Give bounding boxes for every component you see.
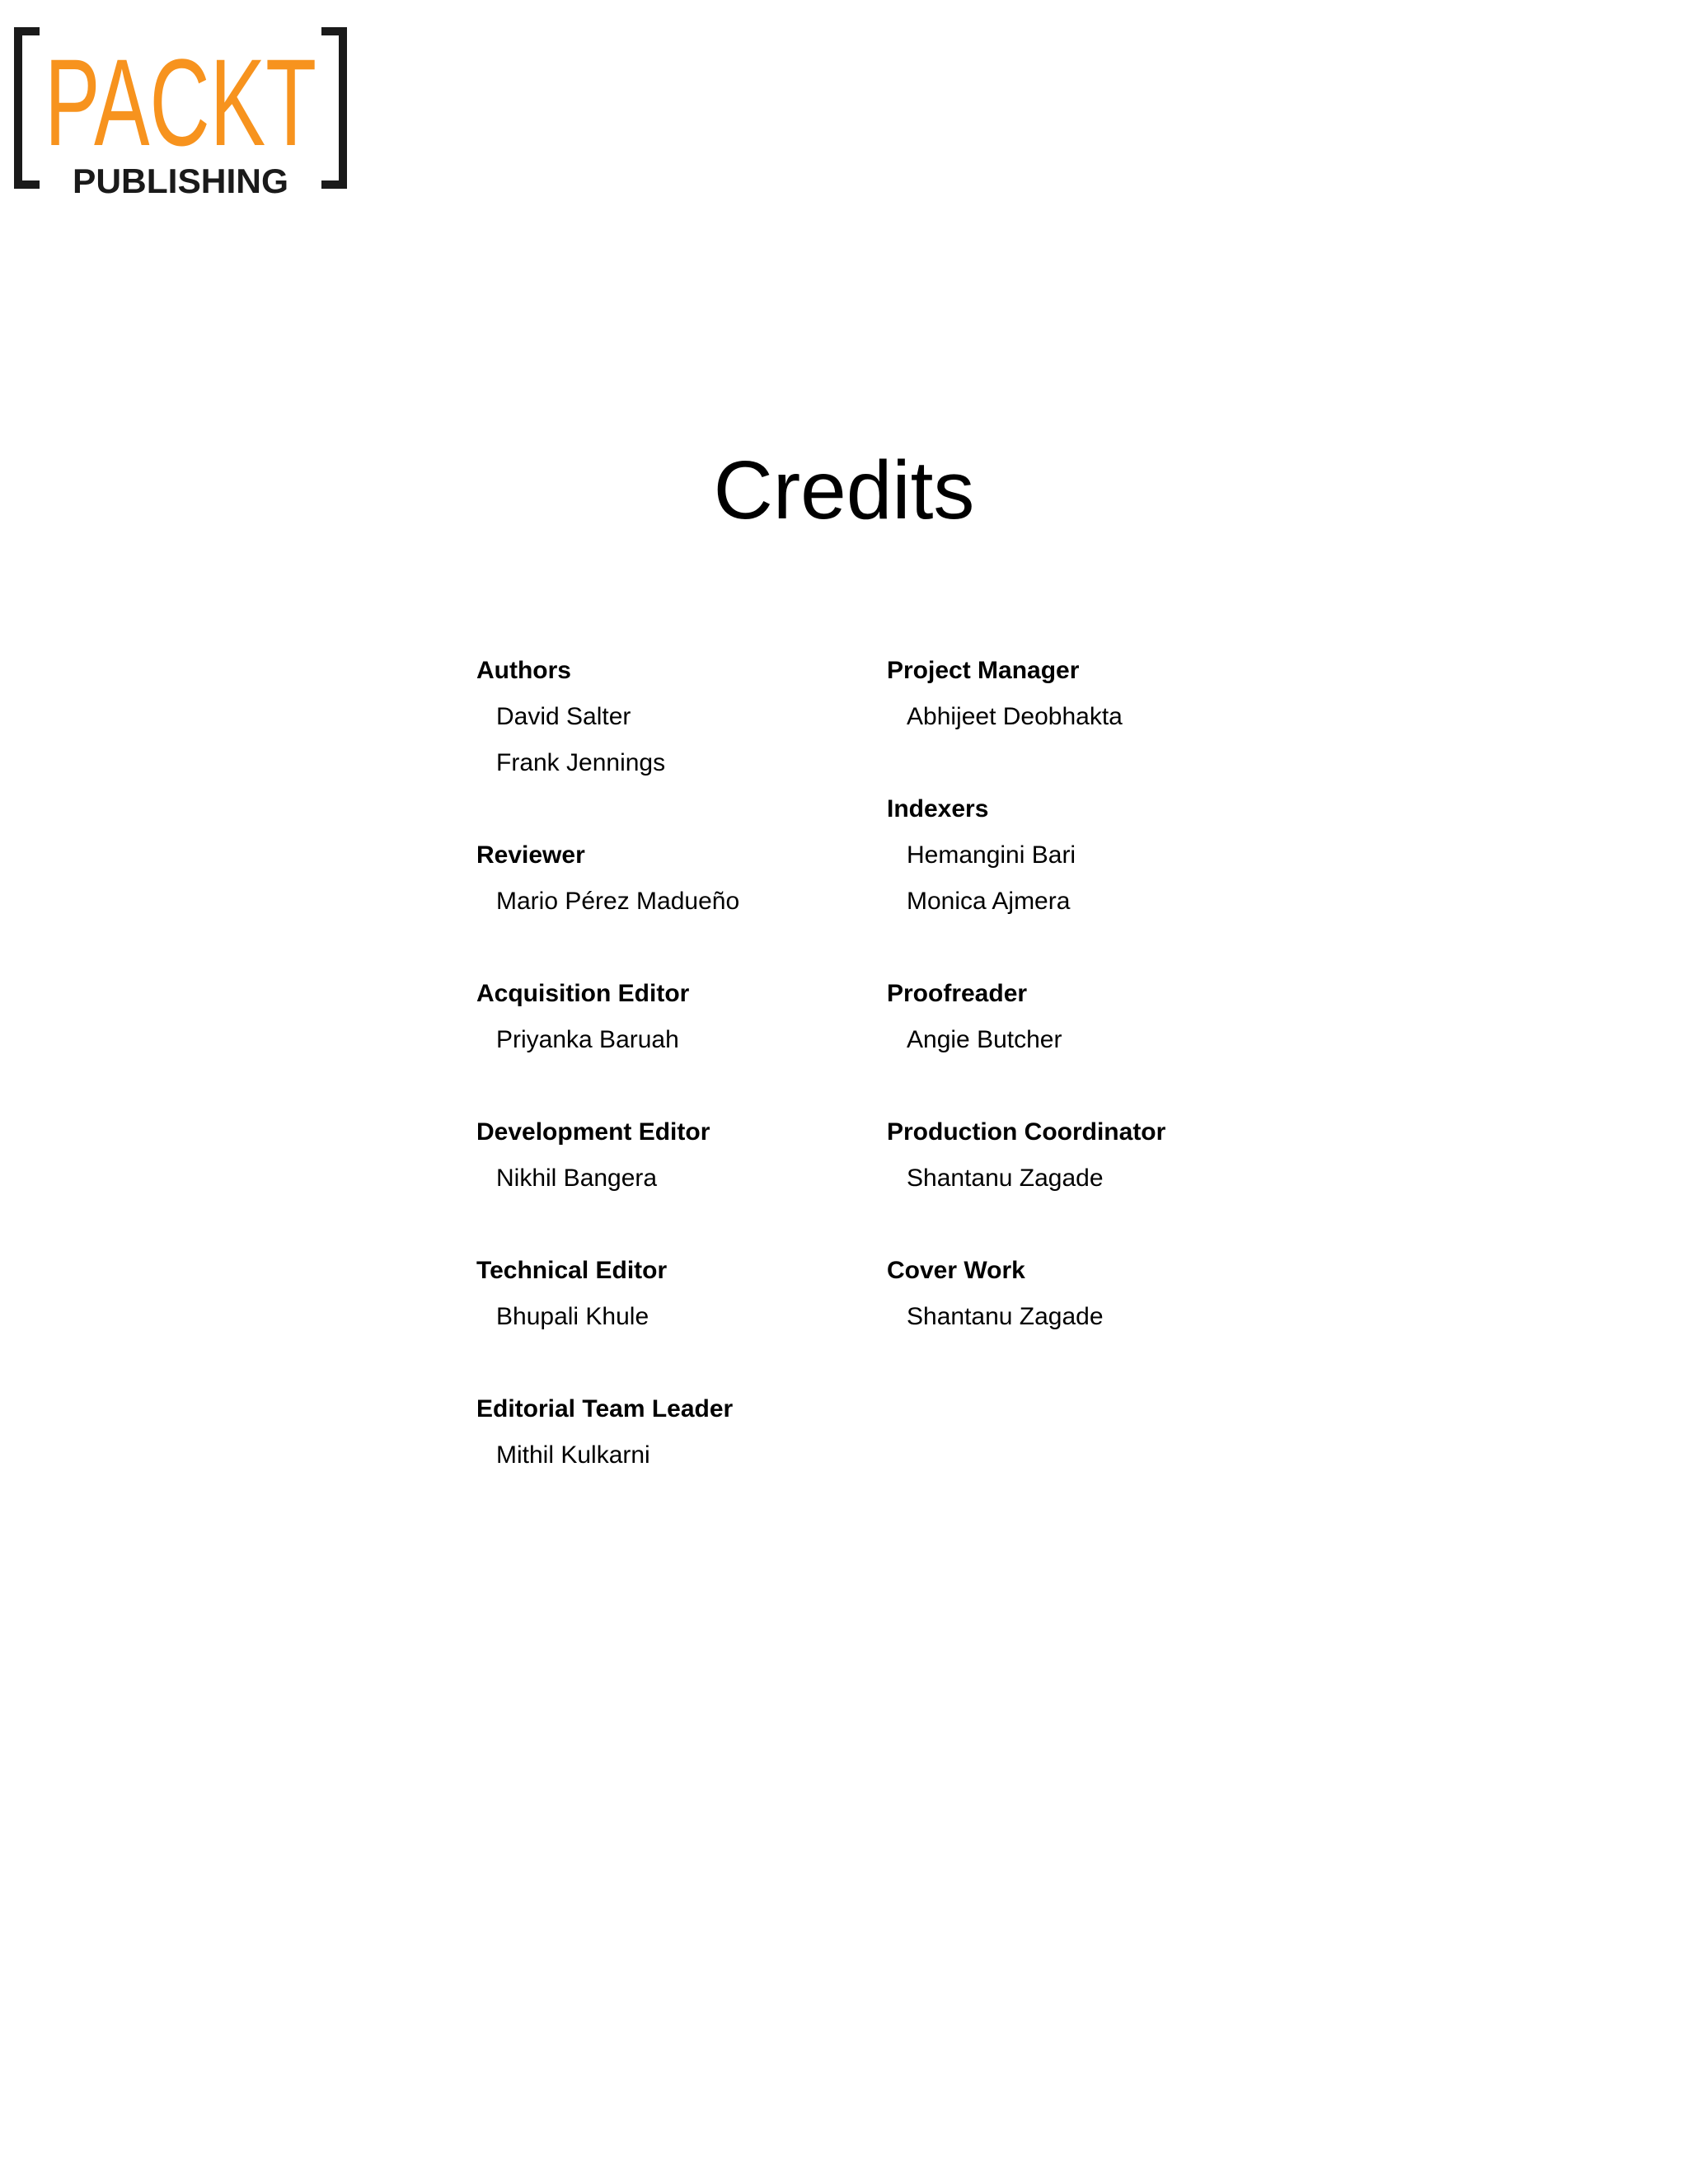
- credit-person: Abhijeet Deobhakta: [907, 703, 1123, 730]
- credit-section-reviewer: [476, 832, 739, 925]
- logo-left-bracket: [18, 31, 40, 185]
- credit-role: Indexers: [887, 795, 989, 823]
- credit-role: Technical Editor: [476, 1257, 668, 1284]
- credit-person: Shantanu Zagade: [907, 1303, 1104, 1330]
- credit-section-project-manager: [887, 648, 1123, 740]
- page-title: Credits: [713, 444, 975, 537]
- credit-section-cover-work: [887, 1248, 1104, 1340]
- credit-role: Editorial Team Leader: [476, 1395, 734, 1422]
- credit-role: Cover Work: [887, 1257, 1025, 1284]
- logo-main-text: PACKT: [45, 33, 316, 171]
- credit-section-technical-editor: [476, 1248, 667, 1340]
- credit-role: Proofreader: [887, 980, 1028, 1007]
- credit-person: David Salter: [496, 703, 631, 730]
- credit-role: Reviewer: [476, 841, 585, 869]
- credit-person: Hemangini Bari: [907, 841, 1076, 869]
- credit-section-acquisition-editor: [476, 971, 689, 1063]
- packt-publishing-logo: [15, 28, 346, 201]
- packt-logo-graphic: [15, 28, 346, 201]
- credit-person: Priyanka Baruah: [496, 1026, 679, 1053]
- credit-person: Bhupali Khule: [496, 1303, 649, 1330]
- credit-section-indexers: [887, 786, 1076, 925]
- credit-role: Project Manager: [887, 657, 1080, 684]
- credit-role: Authors: [476, 657, 571, 684]
- credit-person: Nikhil Bangera: [496, 1165, 658, 1192]
- credit-person: Frank Jennings: [496, 749, 666, 776]
- credit-person: Mithil Kulkarni: [496, 1441, 650, 1469]
- credit-person: Angie Butcher: [907, 1026, 1062, 1053]
- credit-person: Monica Ajmera: [907, 888, 1071, 915]
- logo-sub-text: PUBLISHING: [73, 162, 288, 200]
- credit-section-proofreader: [887, 971, 1062, 1063]
- credit-person: Mario Pérez Madueño: [496, 888, 740, 915]
- credit-section-authors: [476, 648, 665, 786]
- credit-role: Acquisition Editor: [476, 980, 690, 1007]
- credit-section-production-coordinator: [887, 1109, 1165, 1202]
- credit-section-development-editor: [476, 1109, 710, 1202]
- credit-section-editorial-team-leader: [476, 1386, 733, 1479]
- credit-person: Shantanu Zagade: [907, 1165, 1104, 1192]
- logo-right-bracket: [321, 31, 343, 185]
- credit-role: Production Coordinator: [887, 1118, 1166, 1146]
- credit-role: Development Editor: [476, 1118, 710, 1146]
